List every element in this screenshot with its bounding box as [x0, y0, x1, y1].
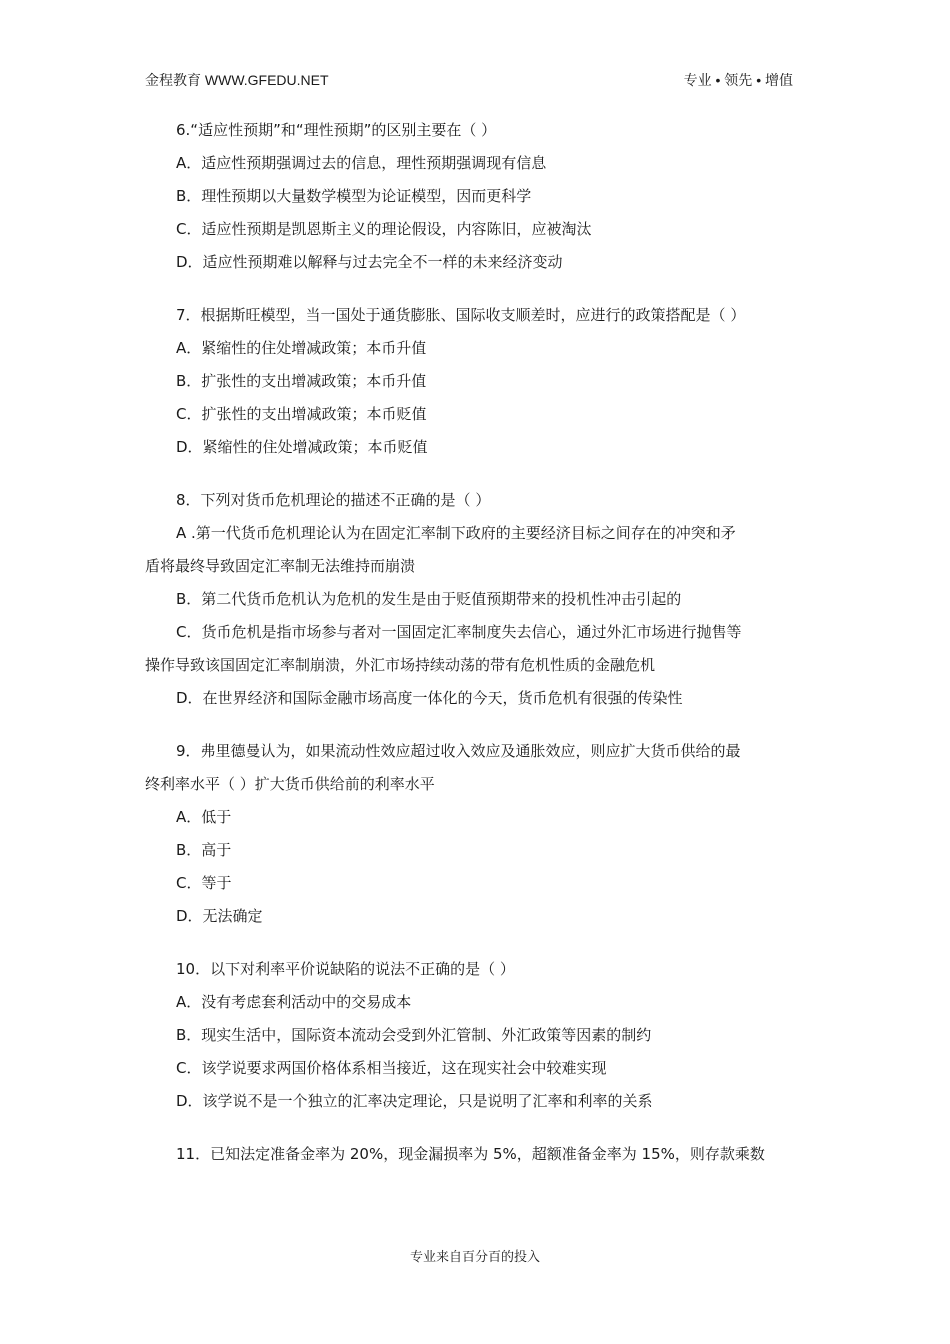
page-header	[145, 70, 793, 92]
question-11	[145, 1138, 810, 1171]
option-c: C．等于	[176, 874, 232, 892]
option-c: C．适应性预期是凯恩斯主义的理论假设，内容陈旧，应被淘汰	[176, 220, 592, 238]
option-d: D．紧缩性的住处增减政策；本币贬值	[176, 438, 428, 456]
question-7	[145, 299, 810, 464]
option-c: C．货币危机是指市场参与者对一国固定汇率制度失去信心，通过外汇市场进行抛售等	[176, 623, 742, 641]
question-stem-continued: 终利率水平（ ）扩大货币供给前的利率水平	[145, 775, 435, 793]
option-a: A．低于	[176, 808, 232, 826]
option-a: A．没有考虑套利活动中的交易成本	[176, 993, 412, 1011]
question-list	[145, 114, 810, 1191]
option-a-continued: 盾将最终导致固定汇率制无法维持而崩溃	[145, 557, 416, 575]
question-stem: 11．已知法定准备金率为 20%，现金漏损率为 5%，超额准备金率为 15%，则存款乘数	[176, 1145, 765, 1163]
page-footer: 专业来自百分百的投入	[409, 1250, 540, 1265]
header-slogan: 专业 • 领先 • 增值	[683, 72, 793, 88]
option-c: C．扩张性的支出增减政策；本币贬值	[176, 405, 427, 423]
question-stem: 8．下列对货币危机理论的描述不正确的是（ ）	[176, 491, 491, 509]
option-b: B．理性预期以大量数学模型为论证模型，因而更科学	[176, 187, 532, 205]
question-stem: 7．根据斯旺模型，当一国处于通货膨胀、国际收支顺差时，应进行的政策搭配是（ ）	[176, 306, 746, 324]
question-stem: 9．弗里德曼认为，如果流动性效应超过收入效应及通胀效应，则应扩大货币供给的最	[176, 742, 741, 760]
question-10	[145, 953, 810, 1118]
question-stem: 6.“适应性预期”和“理性预期”的区别主要在（ ）	[176, 121, 497, 139]
option-a: A．紧缩性的住处增减政策；本币升值	[176, 339, 427, 357]
option-a: A .第一代货币危机理论认为在固定汇率制下政府的主要经济目标之间存在的冲突和矛	[176, 524, 736, 542]
option-d: D．无法确定	[176, 907, 263, 925]
question-9	[145, 735, 810, 933]
question-stem: 10．以下对利率平价说缺陷的说法不正确的是（ ）	[176, 960, 515, 978]
option-b: B．高于	[176, 841, 232, 859]
option-c-continued: 操作导致该国固定汇率制崩溃，外汇市场持续动荡的带有危机性质的金融危机	[145, 656, 656, 674]
option-c: C．该学说要求两国价格体系相当接近，这在现实社会中较难实现	[176, 1059, 607, 1077]
header-brand: 金程教育 WWW.GFEDU.NET	[145, 72, 329, 88]
option-d: D．在世界经济和国际金融市场高度一体化的今天，货币危机有很强的传染性	[176, 689, 683, 707]
option-b: B．扩张性的支出增减政策；本币升值	[176, 372, 427, 390]
option-b: B．第二代货币危机认为危机的发生是由于贬值预期带来的投机性冲击引起的	[176, 590, 682, 608]
question-8	[145, 484, 810, 715]
option-d: D．该学说不是一个独立的汇率决定理论，只是说明了汇率和利率的关系	[176, 1092, 653, 1110]
question-6	[145, 114, 810, 279]
option-b: B．现实生活中，国际资本流动会受到外汇管制、外汇政策等因素的制约	[176, 1026, 652, 1044]
option-d: D．适应性预期难以解释与过去完全不一样的未来经济变动	[176, 253, 563, 271]
option-a: A．适应性预期强调过去的信息，理性预期强调现有信息	[176, 154, 547, 172]
